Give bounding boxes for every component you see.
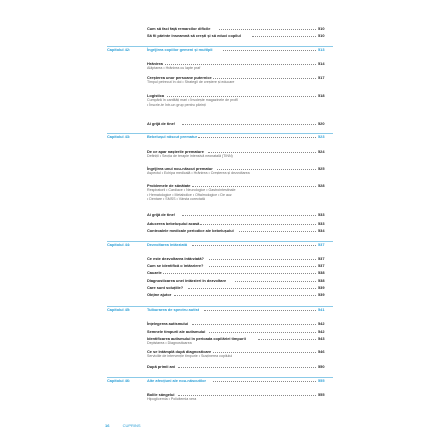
entry-subtopics: • Dentare • SMSS • Vârsta corectată xyxy=(147,197,205,201)
entry-title: Logistica xyxy=(147,93,165,98)
chapter-number: Capitolul 44: xyxy=(107,242,131,247)
footer-page-number: 16 xyxy=(105,423,110,428)
entry-title: Problemele de sănătate xyxy=(147,183,191,188)
chapter-title: Alte afecțiuni ale nou-născutilor xyxy=(147,378,207,383)
page-number: 543 xyxy=(318,336,325,341)
page-number: 533 xyxy=(318,212,325,217)
toc-entry-row xyxy=(0,149,445,161)
page-number: 513 xyxy=(318,47,325,52)
page-number: 523 xyxy=(318,134,325,139)
entry-subtopics: • Înscrie-te într-un grup pentru părinți xyxy=(147,102,206,107)
entry-title: Creșterea unor persoane puternice xyxy=(147,75,212,80)
chapter-title: Bebelușul născut prematur xyxy=(147,134,198,139)
toc-entry-row xyxy=(0,61,445,73)
page-number: 542 xyxy=(318,329,325,334)
entry-title: Îngrijirea unui nou-născut prematur xyxy=(147,166,213,171)
toc-entry-row xyxy=(0,33,445,45)
dot-leader xyxy=(235,278,316,282)
page-number: 510 xyxy=(318,26,325,31)
page-number: 510 xyxy=(318,33,325,38)
toc-entry-row xyxy=(0,121,445,133)
entry-title: Înțelegerea autismului xyxy=(147,321,189,326)
page-number: 555 xyxy=(318,378,325,383)
dot-leader xyxy=(208,149,317,153)
page-number: 517 xyxy=(318,75,325,80)
page-number: 534 xyxy=(318,228,325,233)
entry-title: Cauzele xyxy=(147,270,162,275)
page-number: 542 xyxy=(318,321,325,326)
chapter-title: Tulburarea de spectru autist xyxy=(147,307,200,312)
toc-entry-row xyxy=(0,93,445,105)
toc-entry-row xyxy=(0,392,445,404)
entry-subtopics: Serviciile de intervenție timpurie • Susținerea copilului xyxy=(147,354,233,358)
entry-title: Care sunt soluțiile? xyxy=(147,285,184,290)
dot-leader xyxy=(178,364,316,368)
entry-title: De ce apar nașterile premature xyxy=(147,149,204,154)
dot-leader xyxy=(192,242,316,246)
entry-title: Obține ajutor xyxy=(147,292,172,297)
page-number: 520 xyxy=(318,121,325,126)
page-number: 539 xyxy=(318,285,325,290)
dot-leader xyxy=(258,336,316,340)
page-number: 555 xyxy=(318,392,325,397)
dot-leader xyxy=(213,75,316,79)
entry-title: Aducerea bebelușului acasă xyxy=(147,221,200,226)
toc-chapter-row xyxy=(0,242,445,254)
dot-leader xyxy=(209,263,316,267)
dot-leader xyxy=(239,228,316,232)
entry-title: Semnele timpurii ale autismului xyxy=(147,329,206,334)
entry-title: Ce este dezvoltarea întârziată? xyxy=(147,256,204,261)
entry-title: Bolile sângelui xyxy=(147,392,175,397)
entry-title: Cum să faci față remarcilor dificile xyxy=(147,26,211,31)
page-number: 538 xyxy=(318,270,325,275)
dot-leader xyxy=(200,221,316,225)
dot-leader xyxy=(192,321,316,325)
dot-leader xyxy=(252,33,316,37)
entry-title: Ai grijă de tine! xyxy=(147,121,176,126)
chapter-number: Capitolul 43: xyxy=(107,134,131,139)
dot-leader xyxy=(223,47,316,51)
entry-subtopics: Respiratorii • Cardiace • Neurologice • Gastrointestinale xyxy=(147,188,236,192)
entry-title: Cum se identifică o întârziere? xyxy=(147,263,204,268)
chapter-number: Capitolul 46: xyxy=(107,378,131,383)
dot-leader xyxy=(165,61,316,65)
toc-chapter-row xyxy=(0,378,445,390)
dot-leader xyxy=(204,307,316,311)
dot-leader xyxy=(163,270,316,274)
entry-title: După primii ani xyxy=(147,364,176,369)
toc-entry-row xyxy=(0,228,445,240)
toc-chapter-row xyxy=(0,307,445,319)
page-number: 524 xyxy=(318,149,325,154)
page-number: 537 xyxy=(318,256,325,261)
entry-subtopics: Cumpără în cantități mari • Învoiește magazinele de profil xyxy=(147,98,238,102)
dot-leader xyxy=(209,329,316,333)
page-number: 525 xyxy=(318,166,325,171)
dot-leader xyxy=(188,285,316,289)
dot-leader xyxy=(213,349,316,353)
dot-leader xyxy=(167,93,316,97)
entry-title: Identificarea autismului în perioada copilăriei timpurii xyxy=(147,336,246,341)
entry-title: Hrănirea xyxy=(147,61,163,66)
toc-entry-row xyxy=(0,166,445,178)
toc-entry-row xyxy=(0,364,445,376)
dot-leader xyxy=(192,183,316,187)
entry-subtopics: Depistarea • Diagnosticarea xyxy=(147,341,192,345)
page-number: 537 xyxy=(318,242,325,247)
dot-leader xyxy=(209,256,316,260)
toc-entry-row xyxy=(0,183,445,201)
toc-entry-row xyxy=(0,292,445,304)
page-number: 538 xyxy=(318,278,325,283)
entry-title: Ai grijă de tine! xyxy=(147,212,176,217)
page-footer xyxy=(105,423,141,428)
dot-leader xyxy=(198,134,316,138)
dot-leader xyxy=(219,26,316,30)
entry-subtopics: • Hematologice • Metabolice • Oftalmologice • De auz xyxy=(147,192,232,197)
page-number: 528 xyxy=(318,183,325,188)
chapter-title: Dezvoltarea întârziată xyxy=(147,242,188,247)
dot-leader xyxy=(217,166,316,170)
dot-leader xyxy=(182,212,316,216)
entry-subtopics: Definiții • Secția de terapie intensivă neonatală (TINN) xyxy=(147,154,233,158)
entry-title: Ce se întâmplă după diagnosticare xyxy=(147,349,212,354)
dot-leader xyxy=(213,378,316,382)
toc-entry-row xyxy=(0,75,445,87)
page-number: 518 xyxy=(318,93,325,98)
page-number: 541 xyxy=(318,307,325,312)
chapter-number: Capitolul 42: xyxy=(107,47,131,52)
entry-subtopics: Hipoglicemia • Policitemia vera xyxy=(147,397,197,401)
chapter-number: Capitolul 45: xyxy=(107,307,131,312)
entry-title: Să fii părinte înseamnă să crești și să educi copilul xyxy=(147,33,241,38)
page-number: 514 xyxy=(318,61,325,66)
page-number: 539 xyxy=(318,292,325,297)
chapter-title: Îngrijirea copiilor gemeni și multipli xyxy=(147,47,213,52)
dot-leader xyxy=(182,121,316,125)
page-number: 550 xyxy=(318,364,325,369)
toc-entry-row xyxy=(0,349,445,361)
page-number: 546 xyxy=(318,349,325,354)
toc-chapter-row xyxy=(0,47,445,59)
page-number: 537 xyxy=(318,263,325,268)
page-number: 533 xyxy=(318,221,325,226)
dot-leader xyxy=(174,292,316,296)
entry-subtopics: Alăptarea • Hrănirea cu lapte praf xyxy=(147,66,201,70)
toc-chapter-row xyxy=(0,134,445,146)
footer-section-name: CUPRINS xyxy=(122,423,141,428)
dot-leader xyxy=(178,392,316,396)
entry-subtopics: Aspectul • Echipa medicală • Hrănirea • Creșterea și dezvoltarea xyxy=(147,171,250,175)
entry-title: Controalele medicale periodice ale bebelușului xyxy=(147,228,234,233)
entry-subtopics: Timpul petrecut în doi • Strategii de creștere și educare xyxy=(147,80,235,84)
entry-title: Diagnosticarea unei întârzieri în dezvoltare xyxy=(147,278,227,283)
